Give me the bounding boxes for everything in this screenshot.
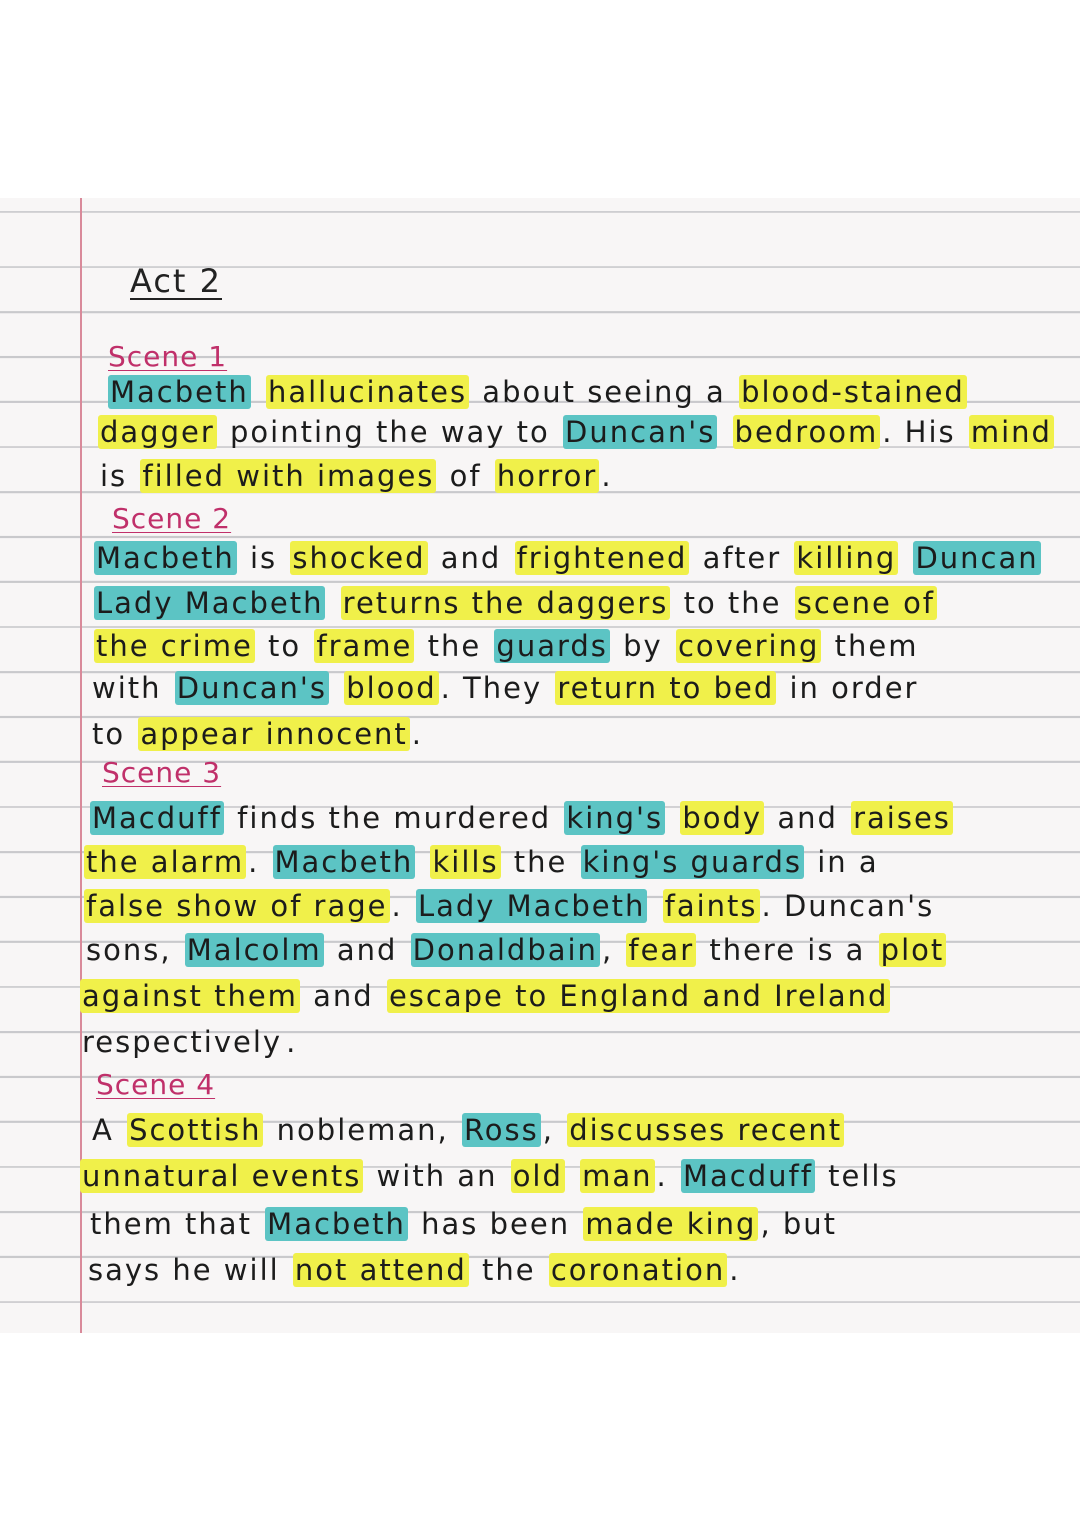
text: finds the murdered [225,801,563,835]
scene-2-line-2 [94,585,937,621]
text: the [502,845,579,879]
highlight: bedroom [734,415,879,449]
highlight: Macbeth [267,1207,406,1241]
highlight: Macbeth [274,845,414,879]
text [665,801,680,835]
highlight: return to bed [557,671,775,705]
scene-3-line-2 [84,844,881,880]
highlight: discusses recent [569,1113,843,1147]
highlight: mind [970,415,1052,449]
text: the [416,629,493,663]
text [415,845,430,879]
text: and [766,801,850,835]
highlight: Duncan's [565,415,716,449]
scene-1-line-2 [98,414,1054,450]
text: in a [806,845,879,879]
highlight: blood [346,671,437,705]
text: . [729,1253,741,1287]
highlight: against them [82,979,298,1013]
scene-3-line-6 [80,1024,299,1060]
highlight: faints [664,889,758,923]
highlight: kills [432,845,499,879]
text: pointing the way to [218,415,562,449]
scene-2-line-5 [90,716,425,752]
highlight: frightened [516,541,688,575]
highlight: Macbeth [96,541,235,575]
highlight: Malcolm [186,933,322,967]
text: has been [409,1207,582,1241]
highlight: covering [677,629,820,663]
scene-4-heading: Scene 4 [96,1068,216,1101]
highlight: appear innocent [140,717,408,751]
highlight: not attend [294,1253,467,1287]
text: to [92,717,137,751]
text: with [92,671,173,705]
text: them that [90,1207,264,1241]
scene-1-heading: Scene 1 [108,340,228,373]
highlight: body [682,801,763,835]
highlight: made king [585,1207,757,1241]
highlight: returns the daggers [342,586,669,620]
highlight: raises [853,801,951,835]
text: . [656,1159,679,1193]
highlight: the alarm [86,845,245,879]
highlight: Scottish [129,1113,262,1147]
text: respectively [82,1025,283,1059]
text: . [601,459,613,493]
highlight: fear [628,933,695,967]
text: tells [816,1159,899,1193]
text: to the [672,586,793,620]
highlight: hallucinates [267,375,468,409]
text [565,1159,580,1193]
text: sons, [86,933,183,967]
text [329,671,344,705]
text: is [238,541,289,575]
highlight: coronation [550,1253,726,1287]
text: . [411,717,423,751]
text: to [256,629,313,663]
text [251,375,266,409]
scene-3-line-5 [80,978,890,1014]
text: , [601,933,625,967]
text: and [301,979,385,1013]
text: . They [440,671,554,705]
scene-2-line-4 [90,670,920,706]
text [717,415,732,449]
scene-2-line-3 [94,628,920,664]
highlight: Macduff [682,1159,813,1193]
text: them [823,629,919,663]
highlight: escape to England and Ireland [388,979,889,1013]
highlight: Duncan's [176,671,328,705]
scene-1-line-3 [98,458,615,494]
highlight: Lady Macbeth [96,586,324,620]
page-title: Act 2 [130,262,222,300]
highlight: Duncan [915,541,1039,575]
scene-4-line-4 [86,1252,742,1288]
text: there is a [698,933,877,967]
text: and [325,933,409,967]
scene-4-line-1 [90,1112,844,1148]
text: . [248,845,271,879]
highlight: dagger [100,415,215,449]
text: after [691,541,793,575]
text: , but [760,1207,838,1241]
highlight: filled with images [142,459,435,493]
text [898,541,913,575]
text: nobleman, [265,1113,460,1147]
text: says he will [88,1253,291,1287]
text [647,889,662,923]
text: of [438,459,493,493]
highlight: king's [566,801,664,835]
highlight: horror [496,459,598,493]
highlight: Macbeth [110,375,249,409]
text: with an [365,1159,509,1193]
highlight: Macduff [92,801,222,835]
highlight: false show of rage [86,889,388,923]
text: is [100,459,139,493]
text: about seeing a [471,375,738,409]
scene-2-heading: Scene 2 [112,502,232,535]
highlight: old [512,1159,563,1193]
text: , [542,1113,566,1147]
highlight: blood-stained [741,375,965,409]
text: A [92,1113,126,1147]
scene-2-line-1 [94,540,1041,576]
scene-4-line-2 [80,1158,901,1194]
scene-3-heading: Scene 3 [102,756,222,789]
text: . [286,1025,298,1059]
highlight: king's guards [582,845,803,879]
highlight: killing [796,541,897,575]
text [325,586,340,620]
text: by [611,629,674,663]
scene-3-line-3 [84,888,936,924]
text: and [429,541,513,575]
scene-4-line-3 [88,1206,839,1242]
highlight: scene of [796,586,936,620]
text: in order [778,671,919,705]
text: . Duncan's [761,889,935,923]
highlight: Lady Macbeth [417,889,646,923]
text: . [391,889,414,923]
highlight: guards [496,629,608,663]
highlight: plot [880,933,945,967]
highlight: shocked [292,541,426,575]
highlight: Ross [463,1113,539,1147]
scene-3-line-1 [90,800,953,836]
text: . His [882,415,967,449]
scene-1-line-1 [108,374,967,410]
text: the [470,1253,547,1287]
highlight: unnatural events [82,1159,362,1193]
scene-3-line-4 [84,932,946,968]
highlight: the crime [96,629,253,663]
highlight: frame [316,629,413,663]
highlight: Donaldbain [412,933,598,967]
highlight: man [582,1159,653,1193]
